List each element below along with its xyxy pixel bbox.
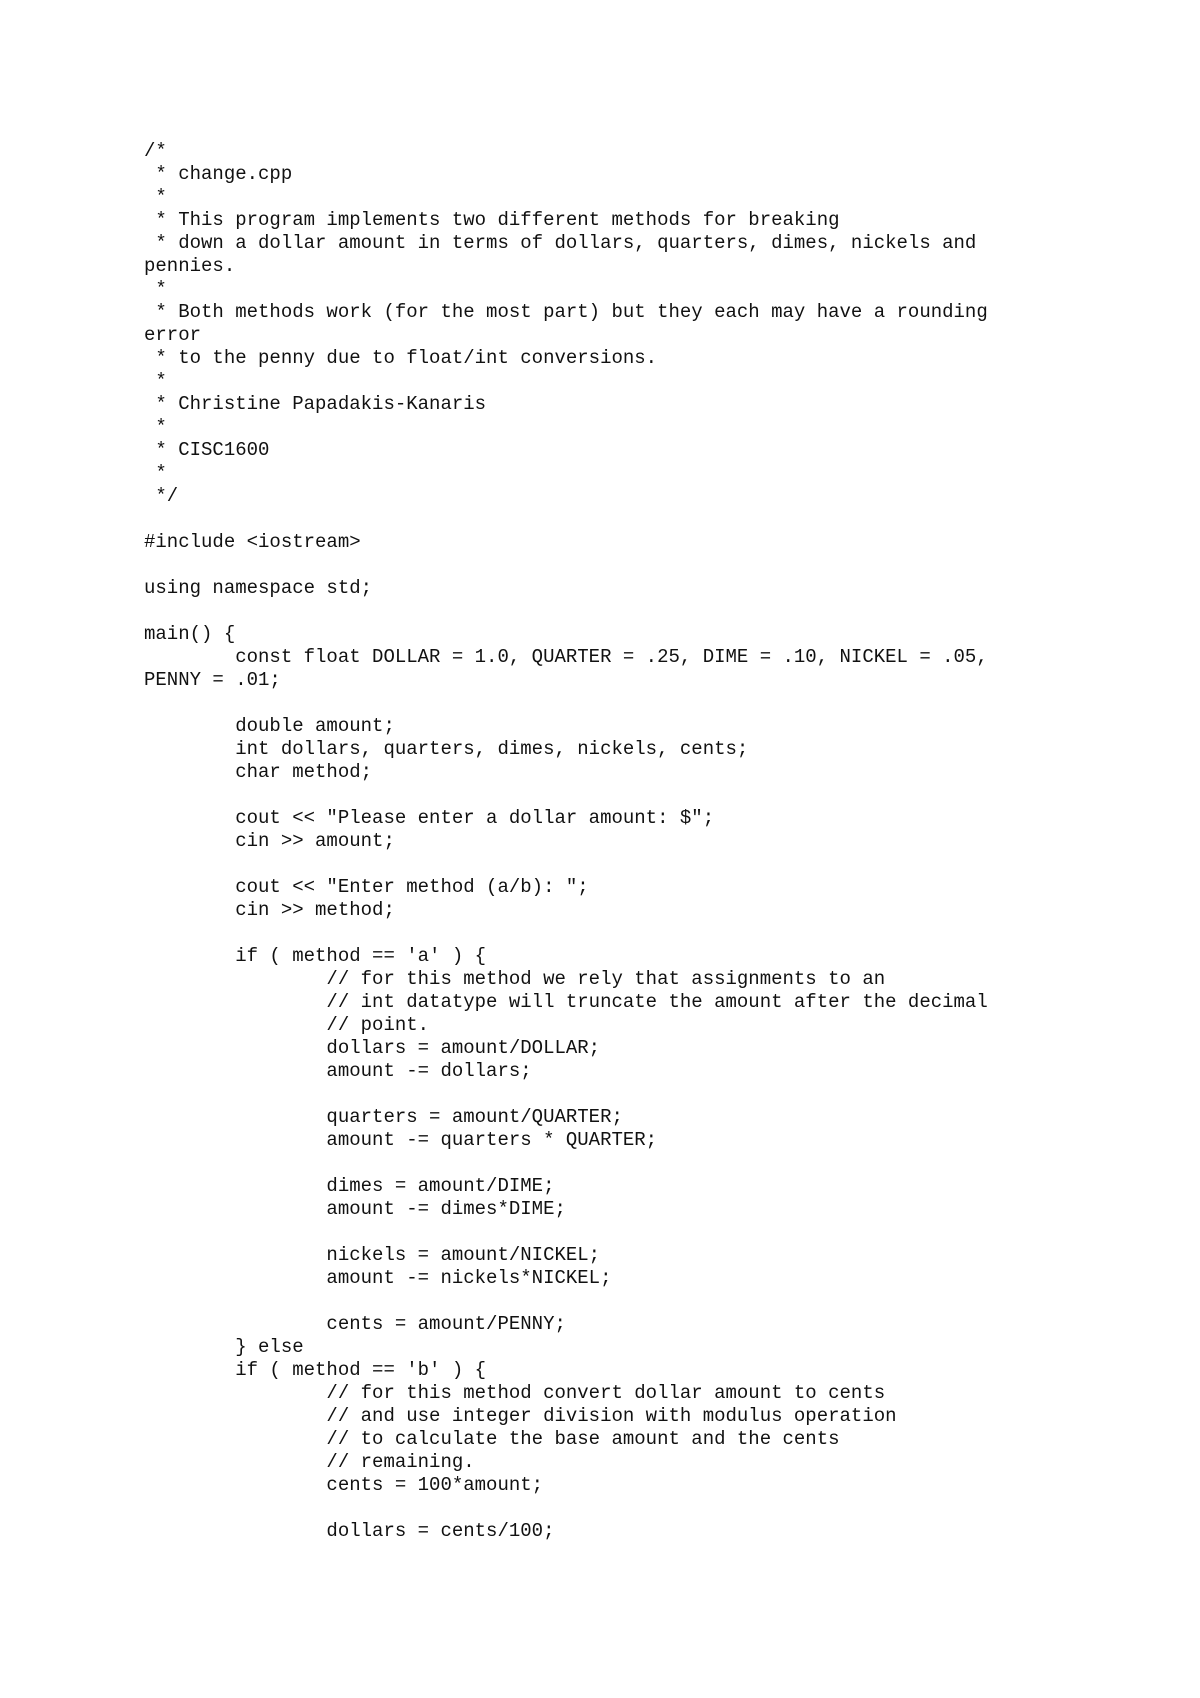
code-line: nickels = amount/NICKEL; [144,1244,601,1266]
code-line: // to calculate the base amount and the cents [144,1428,840,1450]
code-line [144,554,1084,577]
code-line: dollars = cents/100; [144,1520,555,1542]
code-line [144,1083,1084,1106]
code-line [144,1152,1084,1175]
code-line: * Christine Papadakis-Kanaris [144,393,487,415]
code-line [144,692,1084,715]
code-line: * change.cpp [144,163,293,185]
code-line: // for this method we rely that assignments to an [144,968,886,990]
code-line: main() { [144,623,236,645]
code-line: // remaining. [144,1451,475,1473]
code-line: pennies. [144,255,236,277]
code-line: cents = 100*amount; [144,1474,544,1496]
code-line: dimes = amount/DIME; [144,1175,555,1197]
code-line: quarters = amount/QUARTER; [144,1106,623,1128]
code-line: * to the penny due to float/int conversions. [144,347,658,369]
code-line: * [144,462,167,484]
code-line [144,600,1084,623]
code-line: amount -= dollars; [144,1060,532,1082]
code-line: int dollars, quarters, dimes, nickels, cents; [144,738,749,760]
code-line: * Both methods work (for the most part) but they each may have a rounding [144,301,988,323]
code-line: cout << "Enter method (a/b): "; [144,876,589,898]
code-line: #include <iostream> [144,531,361,553]
code-line: char method; [144,761,373,783]
code-line [144,922,1084,945]
code-line [144,1290,1084,1313]
code-line: * [144,370,167,392]
source-code-listing [144,140,1084,1543]
code-line: cout << "Please enter a dollar amount: $"; [144,807,715,829]
code-line: // int datatype will truncate the amount after the decimal [144,991,988,1013]
code-line: cents = amount/PENNY; [144,1313,566,1335]
code-line: if ( method == 'a' ) { [144,945,487,967]
code-line: * [144,416,167,438]
code-line: // point. [144,1014,430,1036]
code-line: * CISC1600 [144,439,270,461]
code-line: error [144,324,202,346]
code-line: PENNY = .01; [144,669,281,691]
code-line: amount -= nickels*NICKEL; [144,1267,612,1289]
code-line: * down a dollar amount in terms of dollars, quarters, dimes, nickels and [144,232,977,254]
code-line: double amount; [144,715,395,737]
code-line: * This program implements two different methods for breaking [144,209,840,231]
code-line: cin >> amount; [144,830,395,852]
code-line: cin >> method; [144,899,395,921]
code-line [144,508,1084,531]
code-line: amount -= dimes*DIME; [144,1198,566,1220]
code-line: * [144,186,167,208]
code-line: // and use integer division with modulus operation [144,1405,897,1427]
code-line: amount -= quarters * QUARTER; [144,1129,658,1151]
code-line [144,1497,1084,1520]
code-line: if ( method == 'b' ) { [144,1359,487,1381]
code-line: */ [144,485,179,507]
code-line [144,1221,1084,1244]
code-line: * [144,278,167,300]
code-line: const float DOLLAR = 1.0, QUARTER = .25, DIME = .10, NICKEL = .05, [144,646,988,668]
code-line [144,853,1084,876]
code-line: // for this method convert dollar amount to cents [144,1382,886,1404]
code-line: using namespace std; [144,577,373,599]
code-line: dollars = amount/DOLLAR; [144,1037,601,1059]
code-line: /* [144,140,167,162]
code-line [144,784,1084,807]
code-line: } else [144,1336,304,1358]
